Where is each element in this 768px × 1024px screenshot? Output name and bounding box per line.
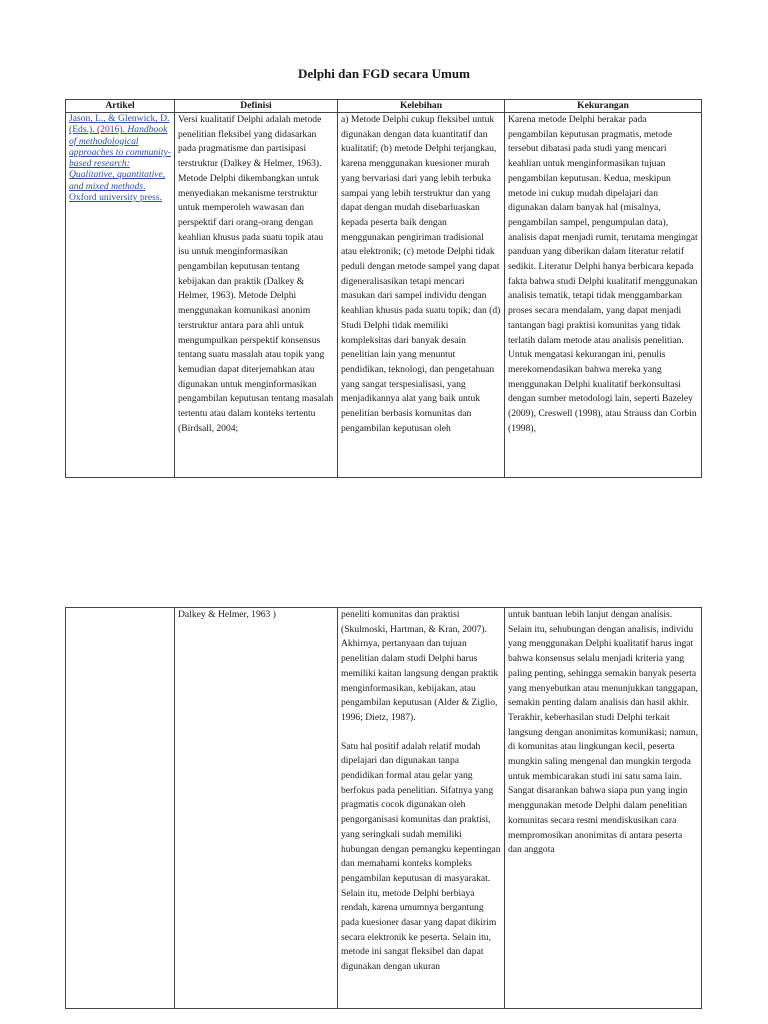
artikel-cell (66, 113, 175, 478)
kelebihan-paragraph: peneliti komunitas dan praktisi (Skulmoski, Hartman, & Kran, 2007). Akhirnya, pertanyaan dan tujuan penelitian dalam studi Delphi harus memiliki kaitan langsung dengan praktik menginformasikan, kebijakan, atau pengambilan keputusan (Alder & Ziglio, 1996; Dietz, 1987). (341, 609, 499, 723)
table-header-row (66, 100, 702, 113)
header-definisi: Definisi (175, 100, 338, 113)
table-row (66, 608, 702, 1009)
comparison-table-page-1 (65, 99, 702, 478)
reference-year: (2016). (96, 124, 125, 136)
artikel-cell-empty (66, 608, 175, 1009)
header-kelebihan: Kelebihan (338, 100, 505, 113)
header-artikel: Artikel (66, 100, 175, 113)
kelebihan-cell: a) Metode Delphi cukup fleksibel untuk digunakan dengan data kuantitatif dan kualitatif; (b) metode Delphi terjangkau, karena menggunakan kuesioner murah yang bervariasi dari yang lebih terbuka sampai yang lebih terstruktur dan yang dapat dengan mudah disebarluaskan kepada peserta baik dengan menggunakan pengiriman tradisional atau elektronik; (c) metode Delphi tidak peduli dengan metode sampel yang dapat digeneralisasikan tetapi mencari masukan dari sampel individu dengan keahlian khusus pada suatu topik; dan (d) Studi Delphi tidak memiliki kompleksitas dari banyak desain penelitian lain yang menuntut pendidikan, teknologi, dan pengetahuan yang sangat terspesialisasi, yang menjadikannya alat yang baik untuk penelitian berbasis komunitas dan pengambilan keputusan oleh (338, 113, 505, 478)
kelebihan-cell (338, 608, 505, 1009)
kekurangan-cell: Karena metode Delphi berakar pada pengambilan keputusan pragmatis, metode tersebut dibatasi pada studi yang mencari keahlian untuk menginformasikan tujuan pengambilan keputusan. Kedua, meskipun metode ini cukup mudah dipelajari dan digunakan dalam banyak hal (misalnya, pengambilan sampel, pengumpulan data), analisis dapat menjadi rumit, terutama mengingat panduan yang diberikan dalam literatur relatif sedikit. Literatur Delphi hanya berbicara kepada fakta bahwa studi Delphi kualitatif menggunakan analisis tematik, tetapi tidak menggambarkan proses secara mendalam, yang dapat menjadi tantangan bagi praktisi komunitas yang tidak terlatih dalam metode atau analisis penelitian. Untuk mengatasi kekurangan ini, penulis merekomendasikan bahwa mereka yang menggunakan Delphi kualitatif berkonsultasi dengan sumber metodologi lain, seperti Bazeley (2009), Creswell (1998), atau Strauss dan Corbin (1998), (505, 113, 702, 478)
header-kekurangan: Kekurangan (505, 100, 702, 113)
definisi-cell: Versi kualitatif Delphi adalah metode penelitian fleksibel yang didasarkan pada pragmatisme dan partisipasi terstruktur (Dalkey & Helmer, 1963). Metode Delphi dikembangkan untuk menyediakan mekanisme terstruktur untuk memperoleh wawasan dan perspektif dari orang-orang dengan keahlian khusus pada suatu topik atau isu untuk menginformasikan pengambilan keputusan tentang kebijakan dan praktik (Dalkey & Helmer, 1963). Metode Delphi menggunakan komunikasi anonim terstruktur antara para ahli untuk mengumpulkan perspektif konsensus tentang suatu masalah atau topik yang kemudian dapat diterjemahkan atau digunakan untuk menginformasikan pengambilan keputusan tentang masalah tertentu atau dalam konteks tertentu (Birdsall, 2004; (175, 113, 338, 478)
reference-publisher: . Oxford university press. (69, 180, 162, 204)
table-row (66, 113, 702, 478)
reference-authors: Jason, L., & Glenwick, D. (Eds.). (69, 113, 170, 136)
kekurangan-cell: untuk bantuan lebih lanjut dengan analisis. Selain itu, sehubungan dengan analisis, individu yang menggunakan Delphi kualitatif harus ingat bahwa konsensus selalu menjadi kriteria yang paling penting, sehingga semakin banyak peserta yang menyebutkan atau menunjukkan tanggapan, semakin penting dalam analisis dan hasil akhir. Terakhir, keberhasilan studi Delphi terkait langsung dengan anonimitas komunikasi; namun, di komunitas atau lingkungan kecil, peserta mungkin saling mengenal dan mungkin tergoda untuk membicarakan studi ini satu sama lain. Sangat disarankan bahwa siapa pun yang ingin menggunakan metode Delphi dalam penelitian komunitas secara resmi mendiskusikan cara mempromosikan anonimitas di antara peserta dan anggota (505, 608, 702, 1009)
page-title: Delphi dan FGD secara Umum (298, 66, 470, 81)
comparison-table-page-2 (65, 607, 702, 1009)
reference-book-title: Handbook of methodological approaches to community-based research: Qualitative, quantitative, and mixed methods (69, 124, 171, 192)
definisi-cell: Dalkey & Helmer, 1963 ) (175, 608, 338, 1009)
kelebihan-paragraph: Satu hal positif adalah relatif mudah dipelajari dan digunakan tanpa pendidikan formal atau gelar yang berfokus pada penelitian. Sifatnya yang pragmatis cocok digunakan oleh pengorganisasi komunitas dan praktisi, yang seringkali sudah memiliki hubungan dengan pemangku kepentingan dan memahami konteks kompleks pengambilan keputusan di masyarakat. Selain itu, metode Delphi berbiaya rendah, karena umumnya bergantung pada kuesioner dasar yang dapat dikirim secara elektronik ke peserta. Selain itu, metode ini sangat fleksibel dan dapat digunakan dengan ukuran (341, 740, 501, 973)
reference-link[interactable] (69, 113, 171, 203)
